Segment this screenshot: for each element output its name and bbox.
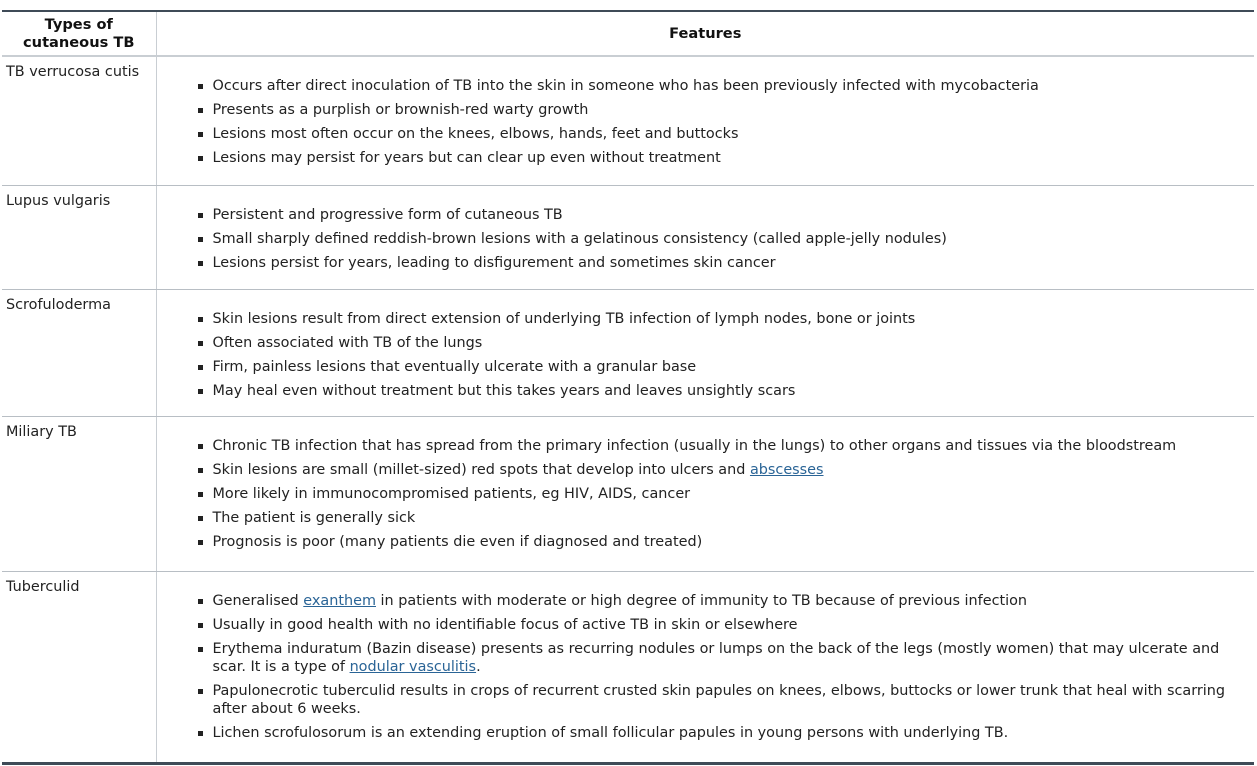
feature-text: The patient is generally sick <box>212 510 416 526</box>
row-features-cell <box>156 56 1254 186</box>
row-features-cell <box>156 290 1254 417</box>
feature-text: Persistent and progressive form of cutaneous TB <box>212 207 563 223</box>
table-row <box>2 417 1254 572</box>
bullet-icon <box>198 731 203 736</box>
bullet-icon <box>198 156 203 161</box>
bullet-icon <box>198 237 203 242</box>
feature-text: Lesions most often occur on the knees, elbows, hands, feet and buttocks <box>212 126 739 142</box>
row-type-cell: Scrofuloderma <box>2 290 156 417</box>
bullet-icon <box>198 261 203 266</box>
inline-link[interactable]: abscesses <box>749 462 824 478</box>
feature-text: Lichen scrofulosorum is an extending eruption of small follicular papules in young persons with underlying TB. <box>212 725 1009 741</box>
bullet-icon <box>198 132 203 137</box>
feature-text: Skin lesions are small (millet-sized) red spots that develop into ulcers and <box>212 462 750 478</box>
row-features-cell <box>156 417 1254 572</box>
list-item <box>213 461 1251 479</box>
bullet-icon <box>198 540 203 545</box>
list-item <box>213 77 1251 95</box>
bullet-icon <box>198 341 203 346</box>
feature-text: Usually in good health with no identifiable focus of active TB in skin or elsewhere <box>212 617 798 633</box>
bullet-icon <box>198 689 203 694</box>
table-row <box>2 186 1254 290</box>
feature-text: More likely in immunocompromised patients, eg HIV, AIDS, cancer <box>212 486 691 502</box>
bullet-icon <box>198 492 203 497</box>
row-type-cell: Lupus vulgaris <box>2 186 156 290</box>
list-item <box>213 382 1251 400</box>
feature-text: Lesions may persist for years but can clear up even without treatment <box>212 150 721 166</box>
list-item <box>213 101 1251 119</box>
feature-text: Lesions persist for years, leading to disfigurement and sometimes skin cancer <box>212 255 776 271</box>
bullet-icon <box>198 317 203 322</box>
row-features-cell <box>156 186 1254 290</box>
feature-text: Erythema induratum (Bazin disease) presents as recurring nodules or lumps on the back of the legs (mostly women) that may ulcerate and scar. It is a type of <box>212 641 1220 675</box>
bullet-icon <box>198 647 203 652</box>
inline-link[interactable]: exanthem <box>303 593 376 609</box>
bullet-icon <box>198 623 203 628</box>
table-header-row <box>2 11 1254 56</box>
inline-link[interactable]: nodular vasculitis <box>349 659 477 675</box>
feature-list <box>157 592 1251 742</box>
feature-list <box>157 206 1251 272</box>
feature-text: Skin lesions result from direct extension of underlying TB infection of lymph nodes, bone or joints <box>212 311 916 327</box>
list-item <box>213 682 1251 718</box>
table-row <box>2 56 1254 186</box>
feature-text: Presents as a purplish or brownish-red warty growth <box>212 102 589 118</box>
list-item <box>213 358 1251 376</box>
list-item <box>213 616 1251 634</box>
list-item <box>213 334 1251 352</box>
bullet-icon <box>198 468 203 473</box>
header-features: Features <box>156 11 1254 56</box>
feature-text: Papulonecrotic tuberculid results in crops of recurrent crusted skin papules on knees, elbows, buttocks or lower trunk that heal with scarring after about 6 weeks. <box>212 683 1226 717</box>
feature-text: . <box>476 659 481 675</box>
list-item <box>213 149 1251 167</box>
feature-text: Generalised <box>212 593 304 609</box>
bullet-icon <box>198 108 203 113</box>
row-type-cell: Tuberculid <box>2 572 156 764</box>
bullet-icon <box>198 389 203 394</box>
feature-list <box>157 77 1251 167</box>
cutaneous-tb-table <box>2 10 1254 765</box>
bullet-icon <box>198 444 203 449</box>
feature-text: Often associated with TB of the lungs <box>212 335 483 351</box>
bullet-icon <box>198 84 203 89</box>
bullet-icon <box>198 599 203 604</box>
feature-list <box>157 437 1251 551</box>
list-item <box>213 125 1251 143</box>
table-row <box>2 290 1254 417</box>
feature-text: in patients with moderate or high degree of immunity to TB because of previous infection <box>375 593 1028 609</box>
list-item <box>213 724 1251 742</box>
list-item <box>213 437 1251 455</box>
list-item <box>213 533 1251 551</box>
table-row <box>2 572 1254 764</box>
feature-text: Chronic TB infection that has spread from the primary infection (usually in the lungs) to other organs and tissues via the bloodstream <box>212 438 1177 454</box>
bullet-icon <box>198 365 203 370</box>
feature-list <box>157 310 1251 400</box>
bullet-icon <box>198 516 203 521</box>
bullet-icon <box>198 213 203 218</box>
row-type-cell: TB verrucosa cutis <box>2 56 156 186</box>
row-features-cell <box>156 572 1254 764</box>
list-item <box>213 206 1251 224</box>
feature-text: May heal even without treatment but this takes years and leaves unsightly scars <box>212 383 796 399</box>
cutaneous-tb-table-wrapper <box>2 10 1254 765</box>
feature-text: Firm, painless lesions that eventually ulcerate with a granular base <box>212 359 697 375</box>
header-types: Types of cutaneous TB <box>2 11 156 56</box>
feature-text: Small sharply defined reddish-brown lesions with a gelatinous consistency (called apple-jelly nodules) <box>212 231 947 247</box>
list-item <box>213 640 1251 676</box>
row-type-cell: Miliary TB <box>2 417 156 572</box>
list-item <box>213 230 1251 248</box>
feature-text: Occurs after direct inoculation of TB into the skin in someone who has been previously infected with mycobacteria <box>212 78 1039 94</box>
feature-text: Prognosis is poor (many patients die even if diagnosed and treated) <box>212 534 703 550</box>
list-item <box>213 509 1251 527</box>
list-item <box>213 592 1251 610</box>
list-item <box>213 254 1251 272</box>
list-item <box>213 485 1251 503</box>
list-item <box>213 310 1251 328</box>
